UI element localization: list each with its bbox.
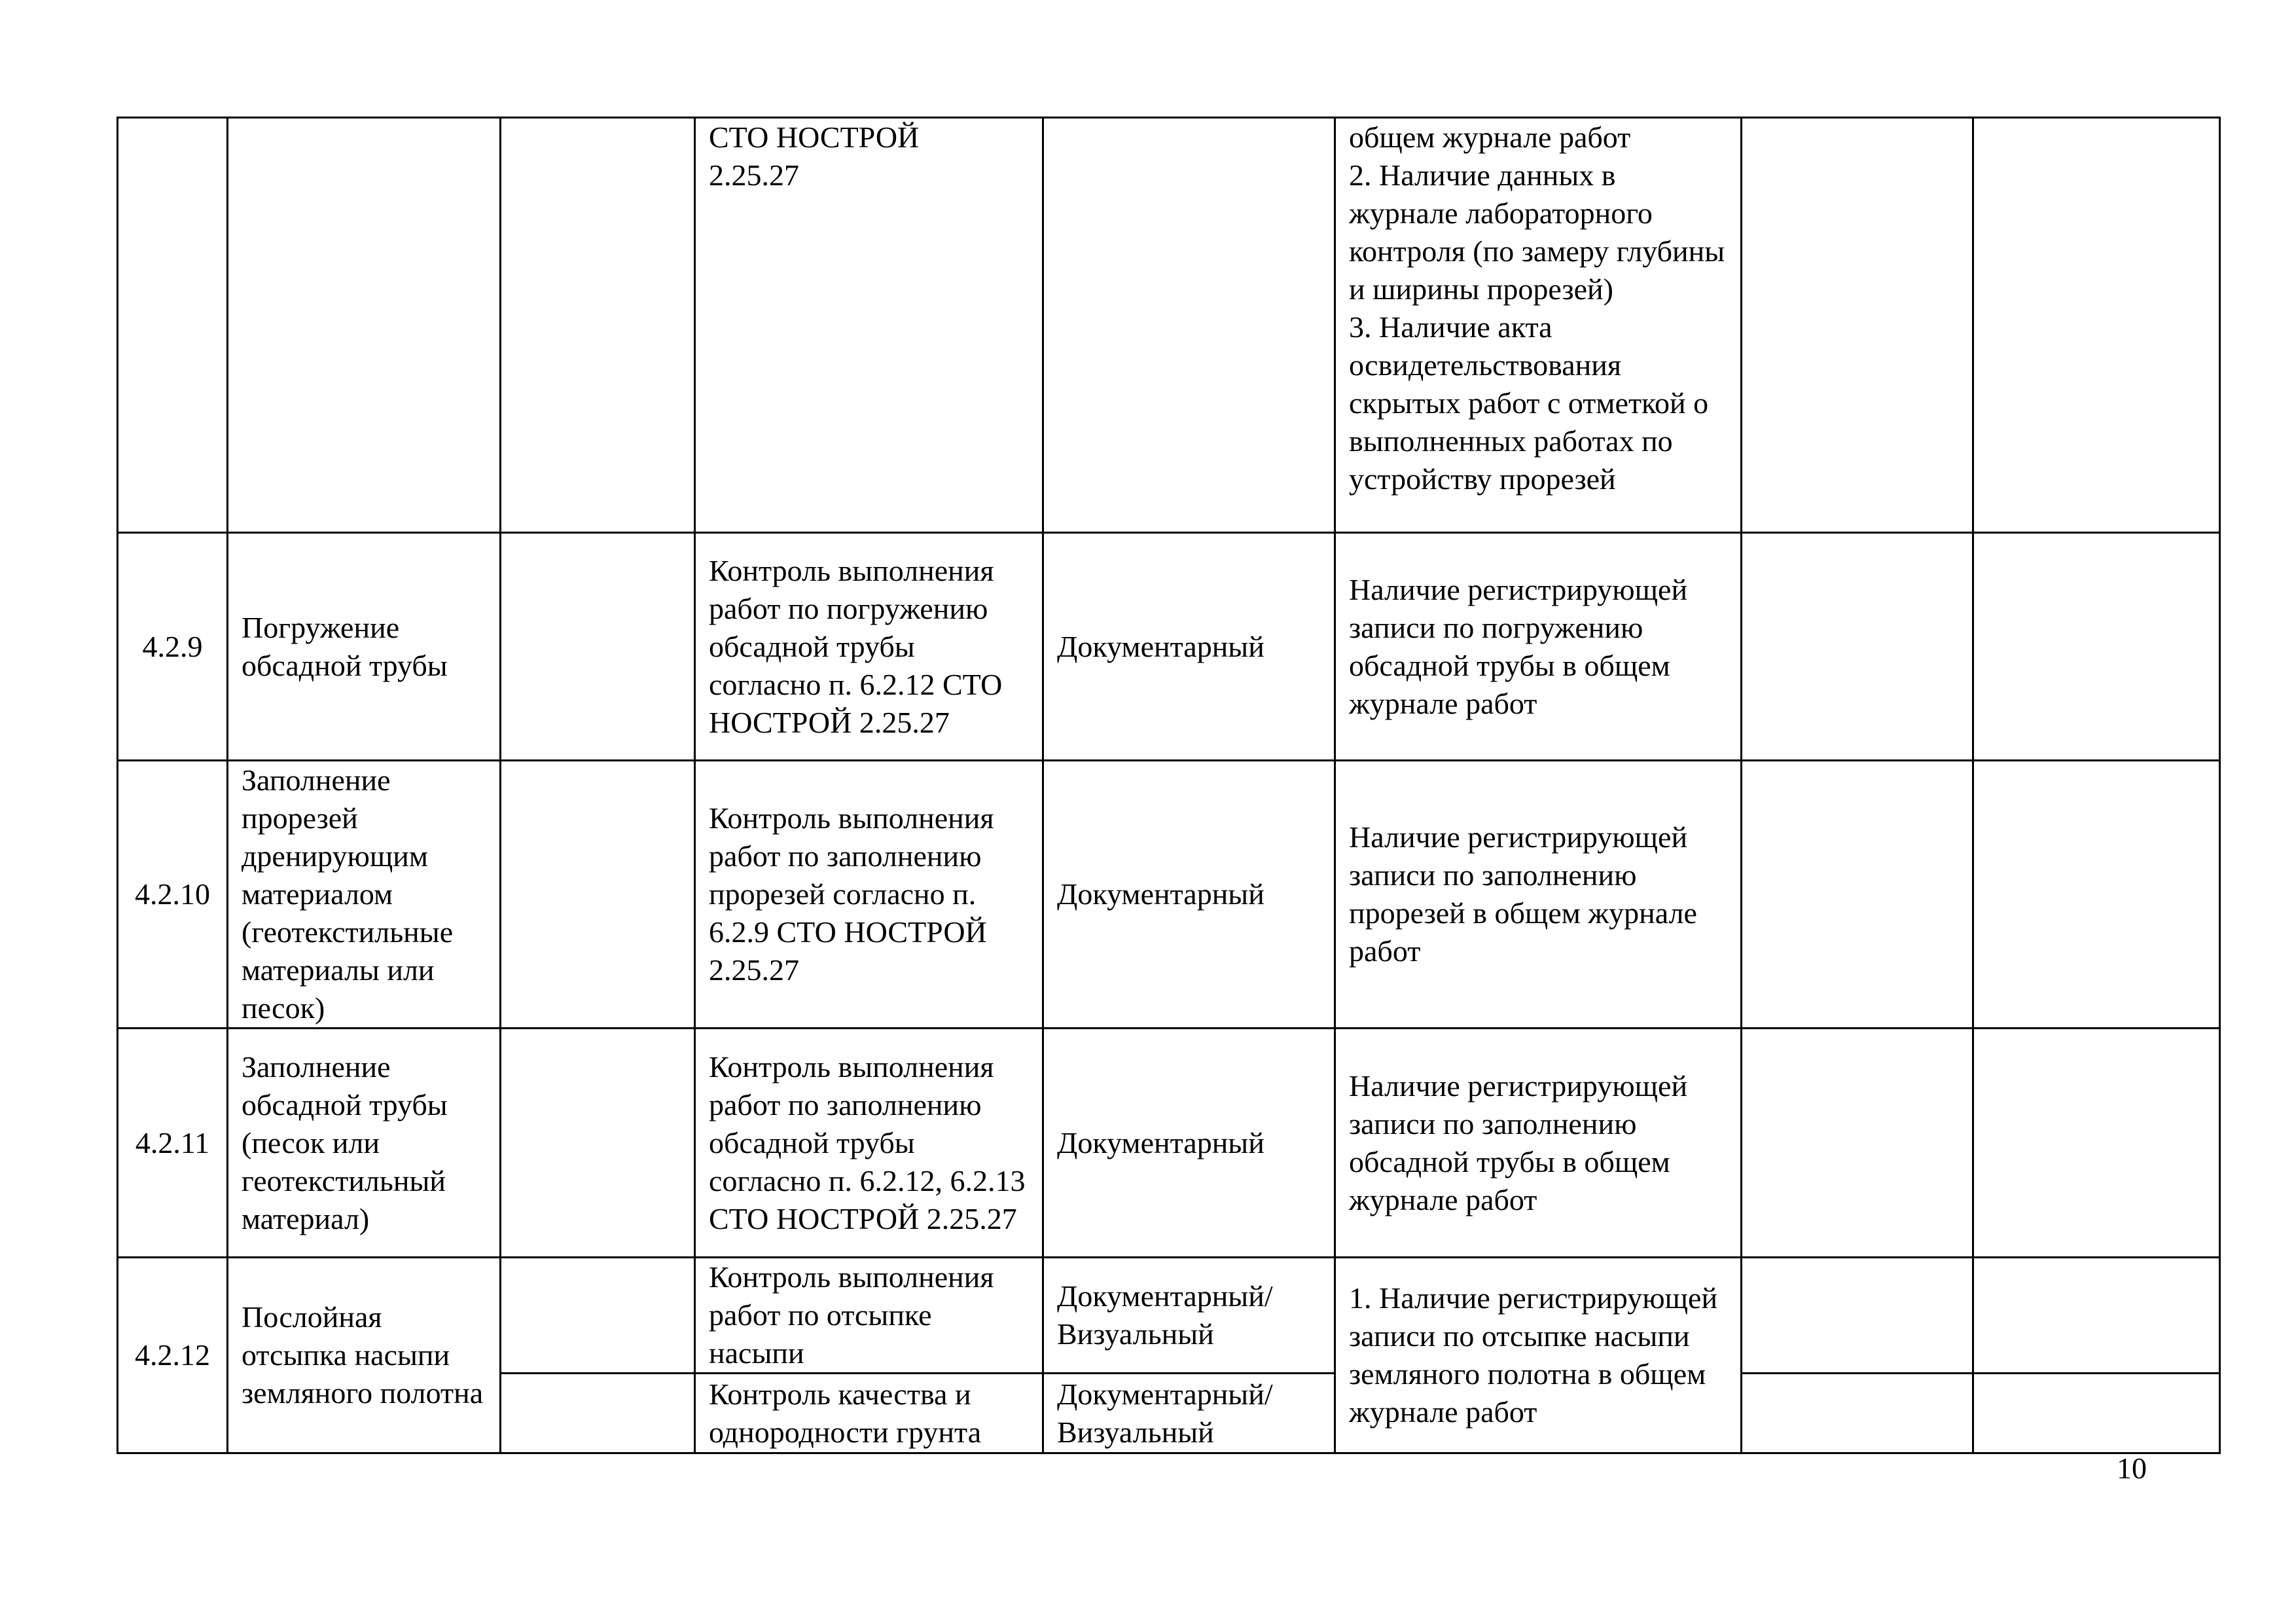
cell-requirement: Контроль выполнения работ по заполнению прорезей согласно п. 6.2.9 СТО НОСТРОЙ 2.25.27 [695,761,1043,1029]
cell-empty [1742,1029,1973,1258]
cell-empty [501,533,695,761]
cell-stage: Погружение обсадной трубы [228,533,501,761]
cell-method: Документарный/ Визуальный [1043,1258,1335,1374]
cell-empty [1973,533,2220,761]
cell-number: 4.2.9 [118,533,228,761]
cell-documentation: Наличие регистрирующей записи по заполнению обсадной трубы в общем журнале работ [1335,1029,1742,1258]
cell-number: 4.2.11 [118,1029,228,1258]
cell-empty [501,118,695,533]
cell-empty [1742,761,1973,1029]
cell-number: 4.2.10 [118,761,228,1029]
cell-requirement: СТО НОСТРОЙ 2.25.27 [695,118,1043,533]
cell-requirement: Контроль выполнения работ по отсыпке насыпи [695,1258,1043,1374]
cell-documentation: Наличие регистрирующей записи по заполнению прорезей в общем журнале работ [1335,761,1742,1029]
cell-stage [228,118,501,533]
cell-requirement: Контроль выполнения работ по заполнению обсадной трубы согласно п. 6.2.12, 6.2.13 СТО НОСТРОЙ 2.25.27 [695,1029,1043,1258]
page-number: 10 [2117,1451,2147,1485]
cell-method: Документарный [1043,761,1335,1029]
cell-empty [1973,1029,2220,1258]
cell-empty [501,1374,695,1453]
cell-method: Документарный [1043,1029,1335,1258]
table-row [118,761,2220,1029]
cell-documentation: Наличие регистрирующей записи по погружению обсадной трубы в общем журнале работ [1335,533,1742,761]
cell-number [118,118,228,533]
cell-empty [1973,761,2220,1029]
cell-documentation: общем журнале работ 2. Наличие данных в журнале лабораторного контроля (по замеру глубины и ширины прорезей) 3. Наличие акта освидетельствования скрытых работ с отметкой о выполненных работах по устройству прорезей [1335,118,1742,533]
cell-empty [1973,1258,2220,1374]
cell-requirement: Контроль выполнения работ по погружению обсадной трубы согласно п. 6.2.12 СТО НОСТРОЙ 2.25.27 [695,533,1043,761]
cell-method [1043,118,1335,533]
table-row [118,1258,2220,1374]
cell-empty [1742,118,1973,533]
control-table [117,117,2221,1454]
cell-documentation: 1. Наличие регистрирующей записи по отсыпке насыпи земляного полотна в общем журнале работ [1335,1258,1742,1453]
cell-method: Документарный [1043,533,1335,761]
cell-stage: Заполнение обсадной трубы (песок или геотекстильный материал) [228,1029,501,1258]
cell-requirement: Контроль качества и однородности грунта [695,1374,1043,1453]
table-row [118,118,2220,533]
cell-stage: Заполнение прорезей дренирующим материалом (геотекстильные материалы или песок) [228,761,501,1029]
cell-empty [501,1029,695,1258]
cell-empty [1742,533,1973,761]
table-row [118,1029,2220,1258]
cell-empty [501,1258,695,1374]
cell-empty [1742,1258,1973,1374]
cell-number: 4.2.12 [118,1258,228,1453]
cell-empty [1742,1374,1973,1453]
table-row [118,533,2220,761]
cell-empty [1973,118,2220,533]
cell-empty [501,761,695,1029]
cell-empty [1973,1374,2220,1453]
cell-stage: Послойная отсыпка насыпи земляного полотна [228,1258,501,1453]
cell-method: Документарный/ Визуальный [1043,1374,1335,1453]
